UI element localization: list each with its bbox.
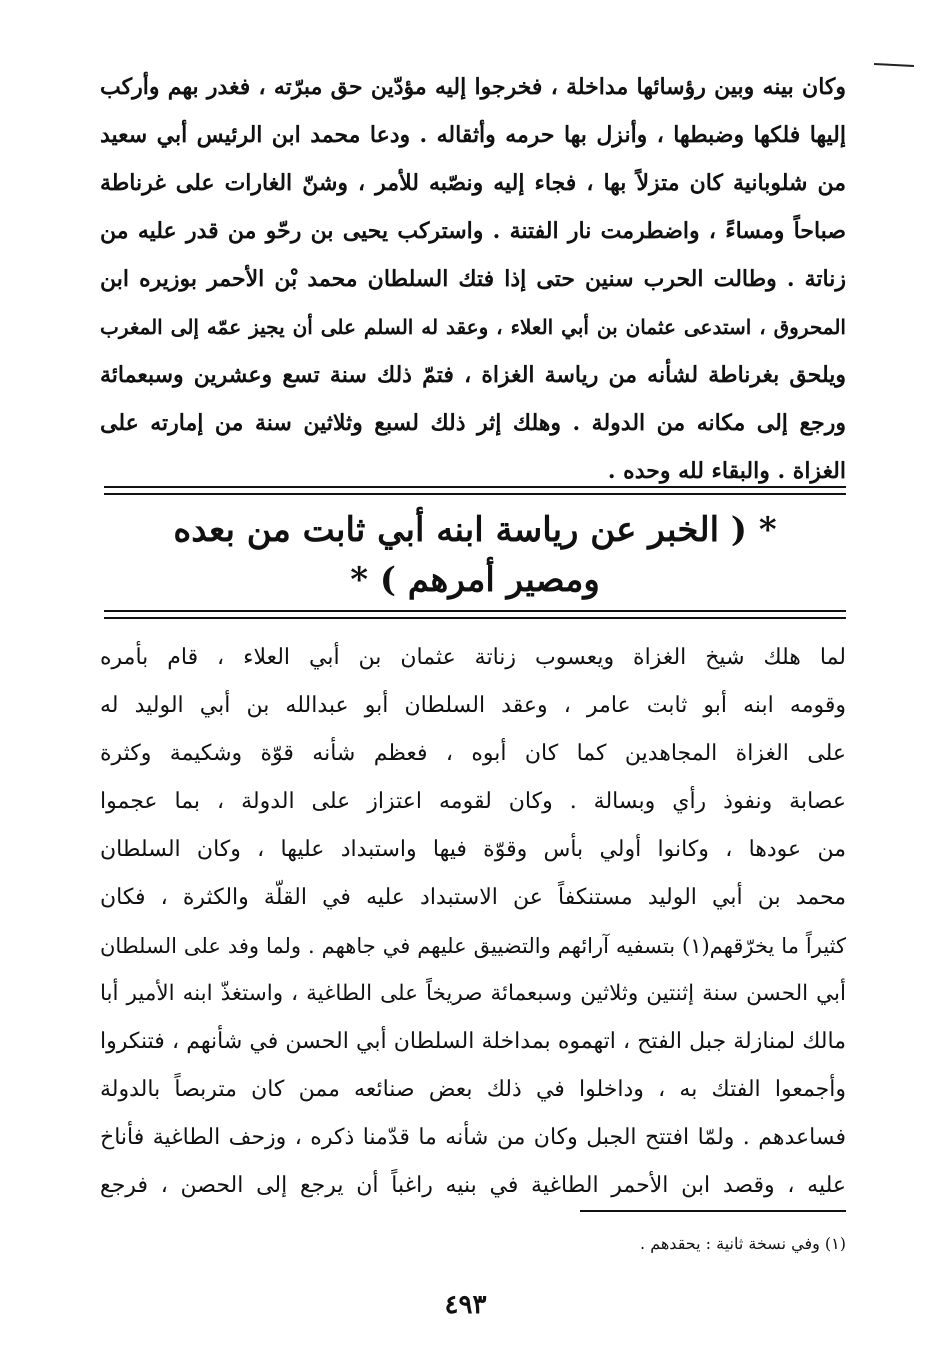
text-line: المحروق ، استدعى عثمان بن أبي العلاء ، وعقد له السلم على أن يجيز عمّه إلى المغرب bbox=[100, 315, 846, 339]
text-line: وأجمعوا الفتك به ، وداخلوا في ذلك بعض صنائعه ممن كان متربصاً بالدولة bbox=[100, 1077, 846, 1102]
section-rule bbox=[104, 610, 846, 612]
text-line: وقومه ابنه أبو ثابت عامر ، وعقد السلطان أبو عبدالله بن أبي الوليد له bbox=[100, 693, 846, 718]
main-paragraph bbox=[100, 634, 846, 1210]
footnote-rule bbox=[580, 1210, 846, 1212]
top-paragraph bbox=[100, 63, 846, 495]
text-line: على الغزاة المجاهدين كما كان أبوه ، فعظم شأنه قوّة وشكيمة وكثرة bbox=[100, 741, 846, 766]
text-line: ويلحق بغرناطة لشأنه من رياسة الغزاة ، فتمّ ذلك سنة تسع وعشرين وسبعمائة bbox=[100, 362, 846, 388]
text-line: من شلوبانية كان متزلاً بها ، فجاء إليه ونصّبه للأمر ، وشنّ الغارات على غرناطة bbox=[100, 170, 846, 196]
heading-line: * ( الخبر عن رياسة ابنه أبي ثابت من بعده bbox=[173, 510, 777, 550]
page-number: ٤٩٣ bbox=[444, 1290, 487, 1320]
footnote: (١) وفي نسخة ثانية : يحقدهم . bbox=[640, 1234, 846, 1253]
text-line: ورجع إلى مكانه من الدولة . وهلك إثر ذلك لسبع وثلاثين سنة من إمارته على bbox=[100, 410, 846, 436]
text-line: كثيراً ما يخرّقهم(١) بتسفيه آرائهم والتضييق عليهم في جاههم . ولما وفد على السلطان bbox=[100, 934, 846, 958]
text-line: صباحاً ومساءً ، واضطرمت نار الفتنة . واسترکب يحيى بن رحّو من قدر عليه من bbox=[100, 218, 846, 244]
text-line: مالك لمنازلة جبل الفتح ، اتهموه بمداخلة السلطان أبي الحسن في شأنهم ، فتنكروا bbox=[100, 1029, 846, 1054]
heading-line: ومصير أمرهم ) * bbox=[350, 560, 600, 600]
section-heading bbox=[130, 505, 820, 605]
text-line: فساعدهم . ولمّا افتتح الجبل وكان من شأنه ما قدّمنا ذكره ، وزحف الطاغية فأناخ bbox=[100, 1125, 846, 1150]
text-line: محمد بن أبي الوليد مستنكفاً عن الاستبداد عليه في القلّة والكثرة ، فكان bbox=[100, 885, 846, 910]
section-rule bbox=[104, 617, 846, 619]
corner-mark bbox=[874, 63, 914, 67]
text-line: من عودها ، وكانوا أولي بأس وقوّة فيها واستبداد عليها ، وكان السلطان bbox=[100, 837, 846, 862]
text-line: عليه ، وقصد ابن الأحمر الطاغية في بنيه راغباً أن يرجع إلى الحصن ، فرجع bbox=[100, 1173, 846, 1198]
text-line: عصابة ونفوذ رأي وبسالة . وكان لقومه اعتزاز على الدولة ، بما عجموا bbox=[100, 789, 846, 814]
section-rule bbox=[104, 486, 846, 488]
text-line: الغزاة . والبقاء لله وحده . bbox=[607, 458, 846, 484]
text-line: زناتة . وطالت الحرب سنين حتى إذا فتك السلطان محمد بْن الأحمر بوزيره ابن bbox=[100, 266, 846, 292]
text-line: أبي الحسن سنة إثنتين وثلاثين وسبعمائة صريخاً على الطاغية ، واستغذّ ابنه الأمير أبا bbox=[100, 981, 846, 1006]
text-line: وكان بينه وبين رؤسائها مداخلة ، فخرجوا إليه مؤدّين حق مبرّته ، فغدر بهم وأركب bbox=[100, 74, 846, 100]
text-line: لما هلك شيخ الغزاة ويعسوب زناتة عثمان بن أبي العلاء ، قام بأمره bbox=[100, 645, 846, 670]
section-rule bbox=[104, 493, 846, 495]
text-line: إليها فلكها وضبطها ، وأنزل بها حرمه وأثقاله . ودعا محمد ابن الرئيس أبي سعيد bbox=[100, 122, 846, 148]
